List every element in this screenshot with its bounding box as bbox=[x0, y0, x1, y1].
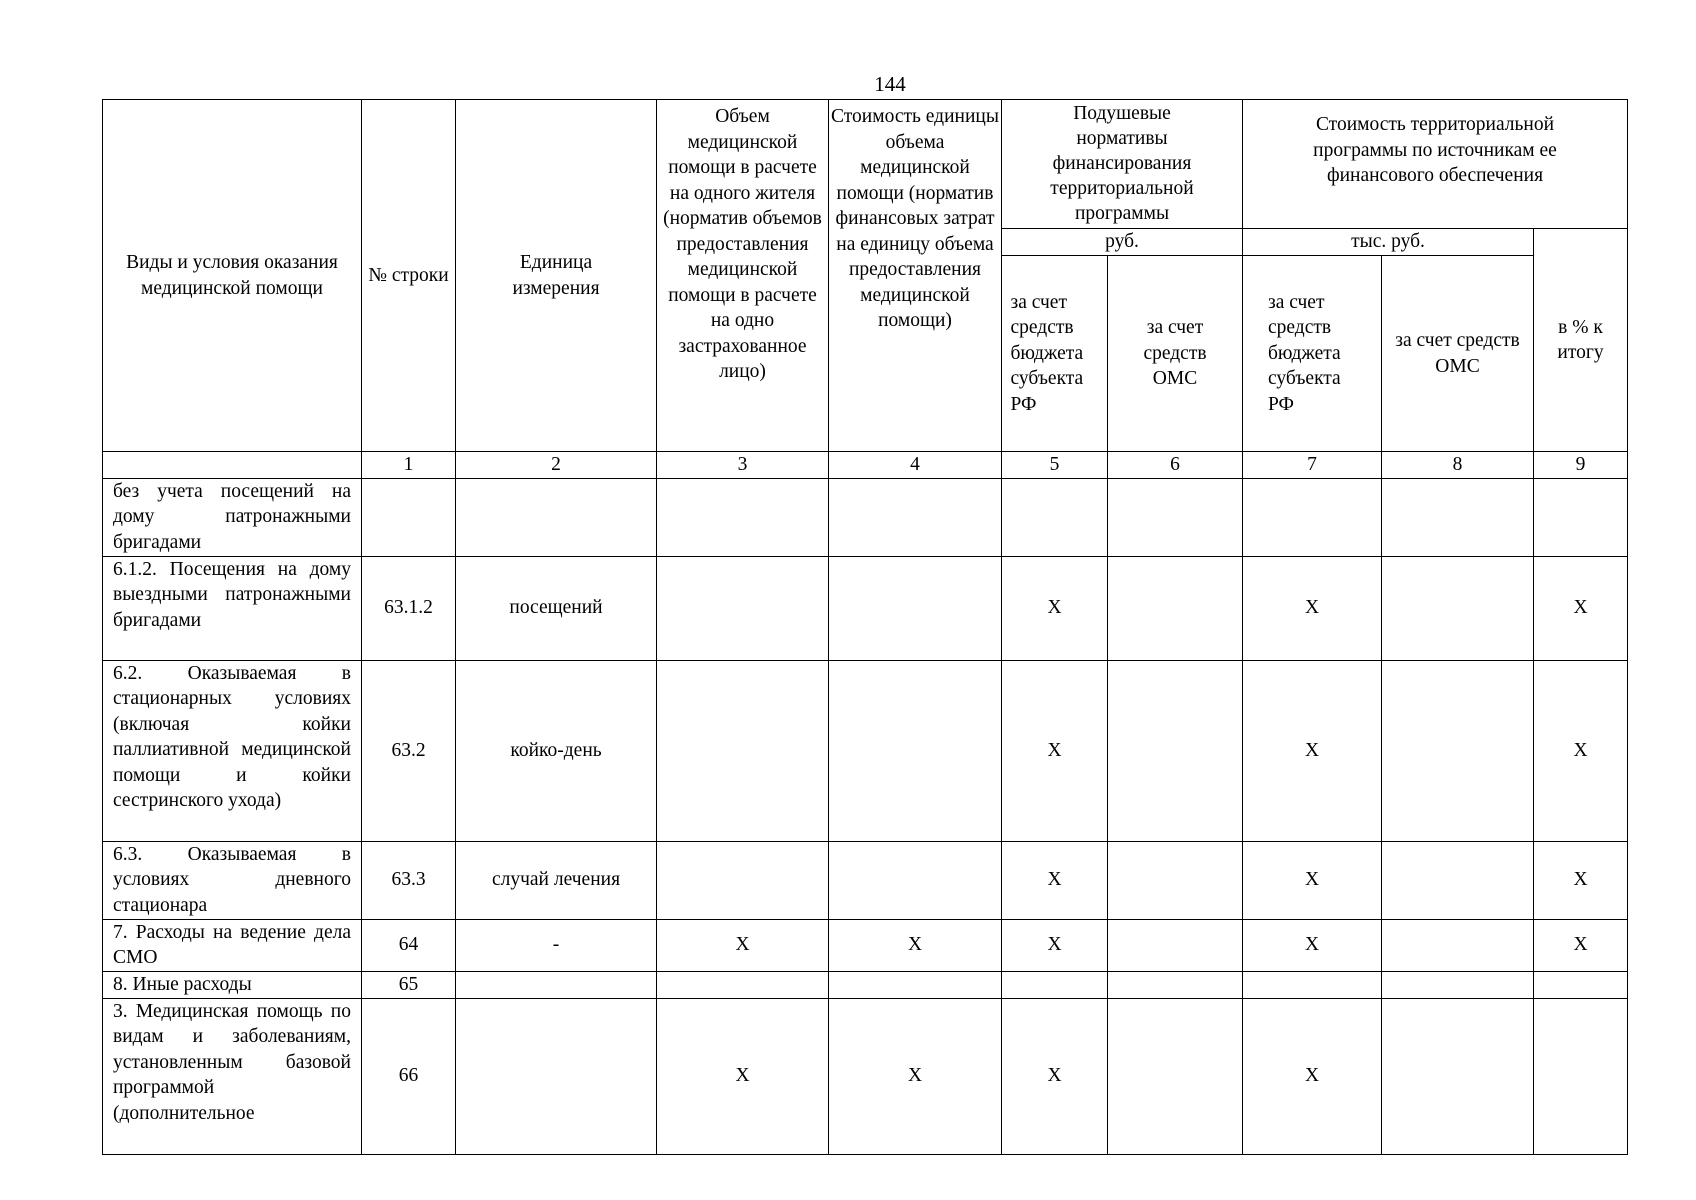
row-cell bbox=[829, 971, 1002, 998]
table-row bbox=[103, 971, 1628, 998]
row-description: 6.2. Оказываемая в стационарных условиях (включая койки паллиативной медицинской помощи и койки сестринского ухода) bbox=[103, 660, 362, 841]
row-number: 64 bbox=[362, 919, 456, 971]
row-cell: Х bbox=[1243, 841, 1382, 919]
column-number: 9 bbox=[1534, 452, 1628, 479]
row-cell bbox=[1382, 556, 1534, 660]
header-per-capita-oms: за счет средств ОМС bbox=[1108, 256, 1243, 452]
page-number: 144 bbox=[874, 72, 906, 96]
row-cell bbox=[1534, 478, 1628, 556]
row-unit: посещений bbox=[456, 556, 657, 660]
table-row bbox=[103, 841, 1628, 919]
row-unit bbox=[456, 998, 657, 1154]
row-description: 6.1.2. Посещения на дому выездными патронажными бригадами bbox=[103, 556, 362, 660]
row-cell bbox=[1243, 478, 1382, 556]
header-per-capita-budget: за счет средств бюджета субъекта РФ bbox=[1002, 256, 1108, 452]
table-row bbox=[103, 919, 1628, 971]
row-cell: Х bbox=[1002, 841, 1108, 919]
row-number: 63.2 bbox=[362, 660, 456, 841]
row-number: 63.1.2 bbox=[362, 556, 456, 660]
header-row-number: № строки bbox=[362, 100, 456, 452]
row-cell bbox=[829, 660, 1002, 841]
header-unit-rub: руб. bbox=[1002, 229, 1243, 256]
column-number: 5 bbox=[1002, 452, 1108, 479]
row-cell bbox=[1108, 998, 1243, 1154]
header-total-budget: за счет средств бюджета субъекта РФ bbox=[1243, 256, 1382, 452]
row-unit: койко-день bbox=[456, 660, 657, 841]
row-cell: Х bbox=[1002, 998, 1108, 1154]
row-unit bbox=[456, 478, 657, 556]
header-cost: Стоимость единицы объема медицинской помощи (норматив финансовых затрат на единицу объема предоставления медицинской помощи) bbox=[829, 100, 1002, 452]
row-cell bbox=[1108, 971, 1243, 998]
row-number: 66 bbox=[362, 998, 456, 1154]
row-cell bbox=[657, 660, 829, 841]
row-cell bbox=[1243, 971, 1382, 998]
column-number: 3 bbox=[657, 452, 829, 479]
header-types: Виды и условия оказания медицинской помощи bbox=[103, 100, 362, 452]
row-number: 65 bbox=[362, 971, 456, 998]
table-row bbox=[103, 478, 1628, 556]
row-cell: Х bbox=[657, 998, 829, 1154]
row-cell: Х bbox=[1534, 919, 1628, 971]
row-cell bbox=[1382, 841, 1534, 919]
column-number: 1 bbox=[362, 452, 456, 479]
row-cell: Х bbox=[1243, 919, 1382, 971]
row-cell bbox=[1382, 478, 1534, 556]
row-cell bbox=[657, 971, 829, 998]
row-cell: Х bbox=[1243, 998, 1382, 1154]
header-total-oms: за счет средств ОМС bbox=[1382, 256, 1534, 452]
row-cell bbox=[1108, 556, 1243, 660]
row-cell bbox=[1002, 971, 1108, 998]
row-cell bbox=[1108, 660, 1243, 841]
row-cell bbox=[829, 478, 1002, 556]
table-row bbox=[103, 660, 1628, 841]
row-cell: Х bbox=[829, 919, 1002, 971]
row-description: без учета посещений на дому патронажными бригадами bbox=[103, 478, 362, 556]
row-cell: Х bbox=[1002, 919, 1108, 971]
row-cell bbox=[1382, 998, 1534, 1154]
table-row bbox=[103, 998, 1628, 1154]
column-number: 6 bbox=[1108, 452, 1243, 479]
row-cell bbox=[1002, 478, 1108, 556]
row-unit: - bbox=[456, 919, 657, 971]
header-unit-thousand-rub: тыс. руб. bbox=[1243, 229, 1534, 256]
row-cell: Х bbox=[1534, 841, 1628, 919]
row-cell bbox=[1108, 478, 1243, 556]
column-number: 2 bbox=[456, 452, 657, 479]
row-cell bbox=[657, 841, 829, 919]
row-cell: Х bbox=[1534, 556, 1628, 660]
row-cell: Х bbox=[1534, 660, 1628, 841]
financing-table bbox=[102, 99, 1628, 1155]
row-cell: Х bbox=[657, 919, 829, 971]
row-cell bbox=[829, 556, 1002, 660]
row-cell bbox=[1382, 660, 1534, 841]
column-number: 4 bbox=[829, 452, 1002, 479]
table-row bbox=[103, 556, 1628, 660]
row-cell: Х bbox=[1002, 660, 1108, 841]
header-volume: Объем медицинской помощи в расчете на одного жителя (норматив объемов предоставления медицинской помощи в расчете на одно застрахованное лицо) bbox=[657, 100, 829, 452]
row-cell bbox=[829, 841, 1002, 919]
row-cell: Х bbox=[1243, 556, 1382, 660]
row-cell: Х bbox=[829, 998, 1002, 1154]
header-percent: в % к итогу bbox=[1534, 229, 1628, 452]
row-cell: Х bbox=[1243, 660, 1382, 841]
row-number: 63.3 bbox=[362, 841, 456, 919]
row-cell bbox=[1108, 841, 1243, 919]
row-cell bbox=[657, 478, 829, 556]
row-description: 3. Медицинская помощь по видам и заболеваниям, установленным базовой программой (дополнительное bbox=[103, 998, 362, 1154]
row-unit bbox=[456, 971, 657, 998]
row-cell bbox=[1382, 919, 1534, 971]
row-cell bbox=[1382, 971, 1534, 998]
header-per-capita-group: Подушевые нормативы финансирования территориальной программы bbox=[1002, 100, 1243, 229]
column-number bbox=[103, 452, 362, 479]
header-total-cost-group: Стоимость территориальной программы по источникам ее финансового обеспечения bbox=[1243, 100, 1628, 229]
column-number: 7 bbox=[1243, 452, 1382, 479]
column-numbers-row bbox=[103, 452, 1628, 479]
column-number: 8 bbox=[1382, 452, 1534, 479]
row-description: 7. Расходы на ведение дела СМО bbox=[103, 919, 362, 971]
row-description: 8. Иные расходы bbox=[103, 971, 362, 998]
row-cell bbox=[1534, 998, 1628, 1154]
header-unit: Единица измерения bbox=[456, 100, 657, 452]
row-cell bbox=[1534, 971, 1628, 998]
row-description: 6.3. Оказываемая в условиях дневного стационара bbox=[103, 841, 362, 919]
row-cell: Х bbox=[1002, 556, 1108, 660]
row-cell bbox=[1108, 919, 1243, 971]
row-cell bbox=[657, 556, 829, 660]
row-number bbox=[362, 478, 456, 556]
row-unit: случай лечения bbox=[456, 841, 657, 919]
